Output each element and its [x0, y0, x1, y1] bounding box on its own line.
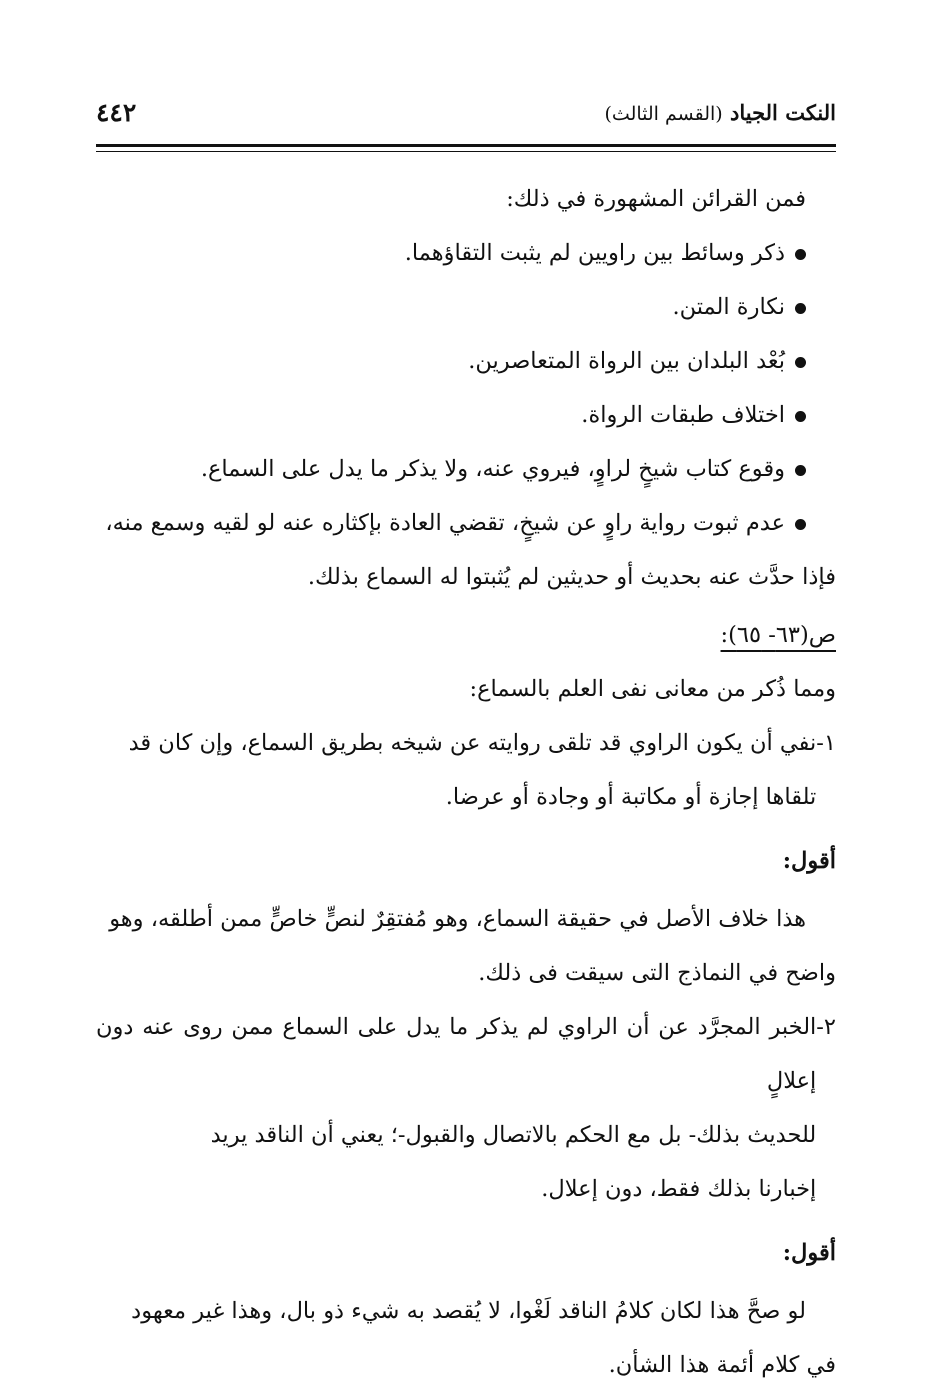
list-item [96, 442, 836, 496]
item-number: ١- [816, 730, 836, 756]
bullet-dot-icon [795, 303, 806, 314]
list-item [96, 388, 836, 442]
list-item [96, 496, 836, 550]
aqul-line: هذا خلاف الأصل في حقيقة السماع، وهو مُفتقِرٌ لنصٍّ خاصٍّ ممن أطلقه، وهو [109, 906, 806, 932]
bullet-text: وقوع كتاب شيخٍ لراوٍ، فيروي عنه، ولا يذكر ما يدل على السماع. [200, 456, 785, 482]
item-line: إخبارنا بذلك فقط، دون إعلال. [541, 1176, 817, 1202]
header-rule-thick [96, 144, 836, 147]
item-number: ٢- [816, 1014, 836, 1040]
item-line: نفي أن يكون الراوي قد تلقى روايته عن شيخه بطريق السماع، وإن كان قد [128, 730, 817, 756]
item-line: للحديث بذلك- بل مع الحكم بالاتصال والقبول-؛ يعني أن الناقد يريد [210, 1122, 817, 1148]
bullet-text: اختلاف طبقات الرواة. [581, 402, 785, 428]
item-line: الخبر المجرَّد عن أن الراوي لم يذكر ما يدل على السماع ممن روى عنه دون إعلالٍ [96, 1014, 817, 1094]
item-line: تلقاها إجازة أو مكاتبة أو وجادة أو عرضا. [445, 784, 817, 810]
list-item [96, 280, 836, 334]
item-body [96, 1000, 816, 1216]
page-body [96, 172, 836, 1392]
page-number: ٤٤٢ [96, 97, 137, 127]
bullet-list [96, 226, 836, 550]
aqul-line: واضح في النماذج التى سيقت فى ذلك. [478, 960, 836, 986]
running-title [605, 100, 836, 125]
bullet-dot-icon [795, 465, 806, 476]
section-intro: ومما ذُكر من معانى نفى العلم بالسماع: [469, 676, 836, 702]
aqul-line: لو صحَّ هذا لكان كلامُ الناقد لَغْوا، لا يُقصد به شيء ذو بال، وهذا غير معهود [131, 1298, 806, 1324]
bullet-dot-icon [795, 519, 806, 530]
aqul-heading: أقول: [782, 1240, 836, 1266]
book-part: (القسم الثالث) [604, 102, 723, 125]
bullet-text: نكارة المتن. [672, 294, 785, 320]
list-item [96, 334, 836, 388]
bullet-dot-icon [795, 411, 806, 422]
book-title: النكت الجياد [730, 99, 836, 125]
bullet-dot-icon [795, 357, 806, 368]
aqul-heading: أقول: [782, 848, 836, 874]
list-item [96, 226, 836, 280]
aqul-line: في كلام أئمة هذا الشأن. [608, 1352, 836, 1378]
section-reference-text: ص(٦٣- ٦٥): [720, 622, 836, 648]
section-reference [96, 608, 836, 662]
bullet-text: ذكر وسائط بين راويين لم يثبت التقاؤهما. [404, 240, 785, 266]
numbered-item-1 [96, 716, 836, 824]
intro-paragraph: فمن القرائن المشهورة في ذلك: [506, 186, 806, 212]
page-header [96, 96, 836, 128]
bullet-text: بُعْد البلدان بين الرواة المتعاصرين. [468, 348, 785, 374]
numbered-item-2 [96, 1000, 836, 1216]
bullet-continuation: فإذا حدَّث عنه بحديث أو حديثين لم يُثبتوا له السماع بذلك. [307, 564, 836, 590]
header-rule-thin [96, 151, 836, 152]
bullet-dot-icon [795, 249, 806, 260]
bullet-text: عدم ثبوت رواية راوٍ عن شيخٍ، تقضي العادة بإكثاره عنه لو لقيه وسمع منه، [105, 510, 785, 536]
item-body [96, 716, 816, 824]
